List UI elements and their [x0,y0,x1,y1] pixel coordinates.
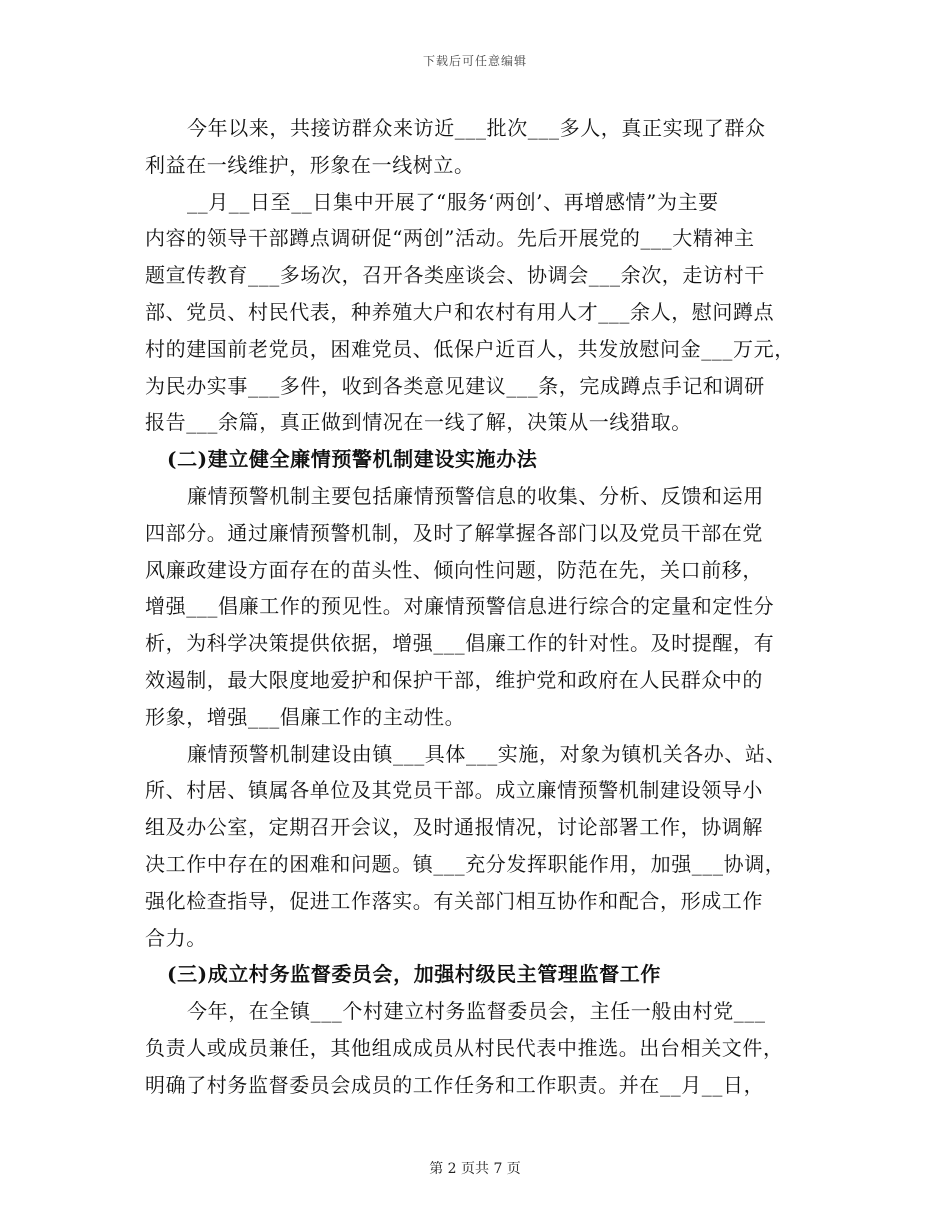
paragraph-line: 组及办公室，定期召开会议，及时通报情况，讨论部署工作，协调解 [145,815,763,840]
section-heading: (三)成立村务监督委员会，加强村级民主管理监督工作 [167,962,661,987]
paragraph-line: 部、党员、村民代表，种养殖大户和农村有用人才___余人，慰问蹲点 [145,299,775,324]
section-heading: (二)建立健全廉情预警机制建设实施办法 [167,447,538,472]
paragraph-line: 今年以来，共接访群众来访近___批次___多人，真正实现了群众 [187,116,766,140]
paragraph-line: 利益在一线维护，形象在一线树立。 [145,152,475,177]
document-body [145,110,805,1104]
paragraph-line: 报告___余篇，真正做到情况在一线了解，决策从一线猎取。 [145,410,692,435]
paragraph-line: __月__日至__日集中开展了“服务‘两创’、再增感情”为主要 [187,189,719,214]
paragraph-line: 强化检查指导，促进工作落实。有关部门相互协作和配合，形成工作 [145,888,763,913]
paragraph-line: 村的建国前老党员，困难党员、低保户近百人，共发放慰问金___万元， [145,336,795,361]
paragraph-line: 所、村居、镇属各单位及其党员干部。成立廉情预警机制建设领导小 [145,778,763,803]
paragraph-line: 合力。 [145,925,207,950]
paragraph-line: 析，为科学决策提供依据，增强___倡廉工作的针对性。及时提醒，有 [145,631,775,656]
paragraph-line: 廉情预警机制建设由镇___具体___实施，对象为镇机关各办、站、 [187,741,787,766]
paragraph-line: 今年，在全镇___个村建立村务监督委员会，主任一般由村党___ [187,999,766,1024]
paragraph-line: 廉情预警机制主要包括廉情预警信息的收集、分析、反馈和运用 [187,483,764,508]
page-footer: 第 2 页共 7 页 [429,1161,521,1177]
paragraph-line: 增强___倡廉工作的预见性。对廉情预警信息进行综合的定量和定性分 [145,594,775,619]
paragraph-line: 明确了村务监督委员会成员的工作任务和工作职责。并在__月__日， [145,1072,765,1097]
paragraph-line: 决工作中存在的困难和问题。镇___充分发挥职能作用，加强___协调， [145,851,786,876]
paragraph-line: 风廉政建设方面存在的苗头性、倾向性问题，防范在先，关口前移， [145,557,763,582]
paragraph-line: 四部分。通过廉情预警机制，及时了解掌握各部门以及党员干部在党 [145,520,763,545]
page-header: 下载后可任意编辑 [422,54,527,68]
paragraph-line: 负责人或成员兼任，其他组成成员从村民代表中推选。出台相关文件， [145,1035,784,1060]
paragraph-line: 为民办实事___多件，收到各类意见建议___条，完成蹲点手记和调研 [145,373,765,398]
paragraph-line: 效遏制，最大限度地爱护和保护干部，维护党和政府在人民群众中的 [145,667,763,692]
paragraph-line: 内容的领导干部蹲点调研促“两创”活动。先后开展党的___大精神主 [145,226,755,251]
paragraph-line: 题宣传教育___多场次，召开各类座谈会、协调会___余次，走访村干 [145,263,765,288]
paragraph-line: 形象，增强___倡廉工作的主动性。 [145,704,466,729]
